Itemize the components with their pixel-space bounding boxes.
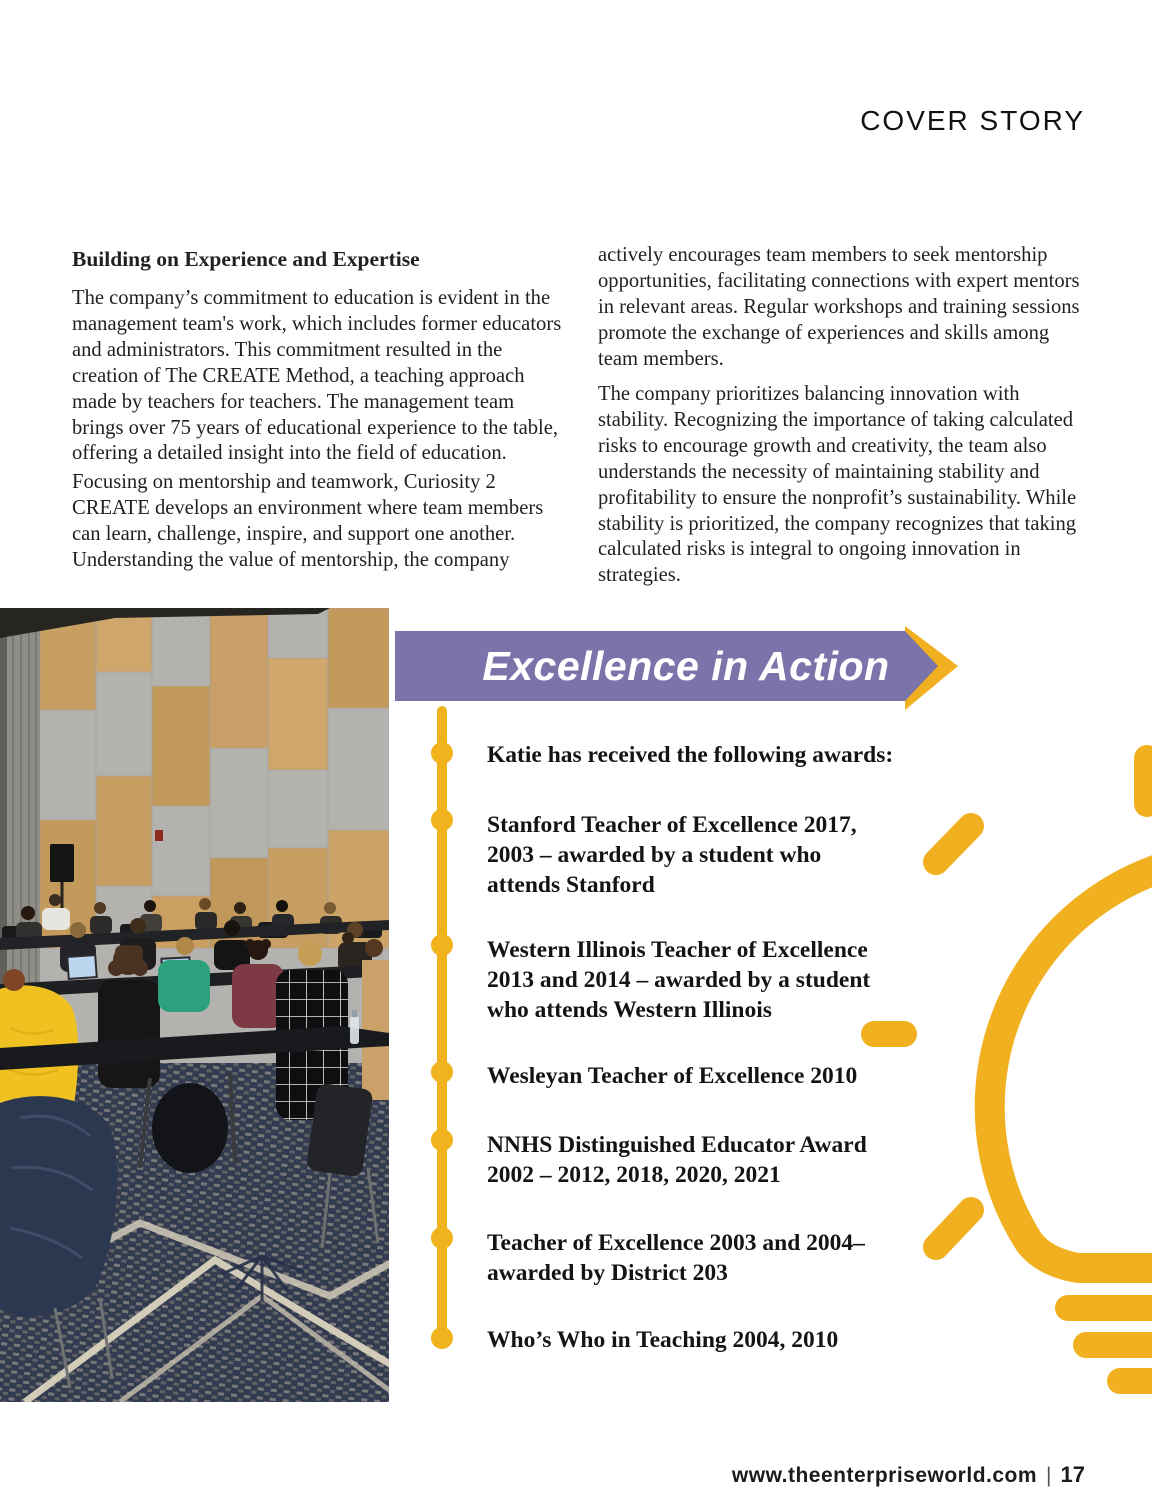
conference-photo-art [0,608,389,1402]
article-col2-paragraph1: actively encourages team members to seek mentorship opportunities, facilitating connections with expert mentors in relevant areas. Regular workshops and training sessions promote the exchange of experiences and skills among team members. [598,244,1080,370]
awards-intro: Katie has received the following awards: [487,742,894,768]
article-col2-paragraph2: The company prioritizes balancing innovation with stability. Recognizing the importance of taking calculated risks to encourage growth and creativity, the team also understands the necessity of maintaining stability and profitability to ensure the nonprofit’s sustainability. While stability is prioritized, the company recognizes that taking calculated risks is integral to ongoing innovation in strategies. [598,383,1077,587]
page-header: COVER STORY [860,105,1085,136]
award-item: Western Illinois Teacher of Excellence 2013 and 2014 – awarded by a student who attends Western Illinois [487,937,871,1023]
timeline-dot [431,1327,453,1349]
excellence-banner [395,631,907,701]
fire-alarm [155,830,163,841]
timeline-dot [431,809,453,831]
page-footer [732,1462,1085,1488]
article-heading: Building on Experience and Expertise [72,247,420,271]
award-item: Stanford Teacher of Excellence 2017, 2003 – awarded by a student who attends Stanford [487,812,857,898]
article-col1-paragraph2: Focusing on mentorship and teamwork, Curiosity 2 CREATE develops an environment where team members can learn, challenge, inspire, and support one another. Understanding the value of mentorship, the company [72,471,544,571]
timeline-dot [431,934,453,956]
chevron-right-icon [905,625,961,715]
footer-separator: | [1046,1464,1052,1487]
article-col1-paragraph1: The company’s commitment to education is evident in the management team's work, which includes former educators and administrators. This commitment resulted in the creation of The CREATE Method, a teaching approach made by teachers for teachers. The management team brings over 75 years of educational experience to the table, offering a detailed insight into the field of education. [72,287,562,465]
conference-photo [0,608,389,1402]
footer-url: www.theenterpriseworld.com [731,1464,1038,1487]
timeline-dot [431,742,453,764]
page-number: 17 [1060,1462,1085,1487]
award-item: Who’s Who in Teaching 2004, 2010 [487,1327,839,1353]
timeline-dot [431,1061,453,1083]
award-item: Wesleyan Teacher of Excellence 2010 [487,1063,858,1089]
timeline-dot [431,1129,453,1151]
award-item: NNHS Distinguished Educator Award 2002 – 2012, 2018, 2020, 2021 [487,1132,867,1188]
award-item: Teacher of Excellence 2003 and 2004– awarded by District 203 [487,1230,865,1286]
timeline-dot [431,1227,453,1249]
banner-title: Excellence in Action [482,643,890,689]
lightbulb-icon [860,730,1152,1420]
